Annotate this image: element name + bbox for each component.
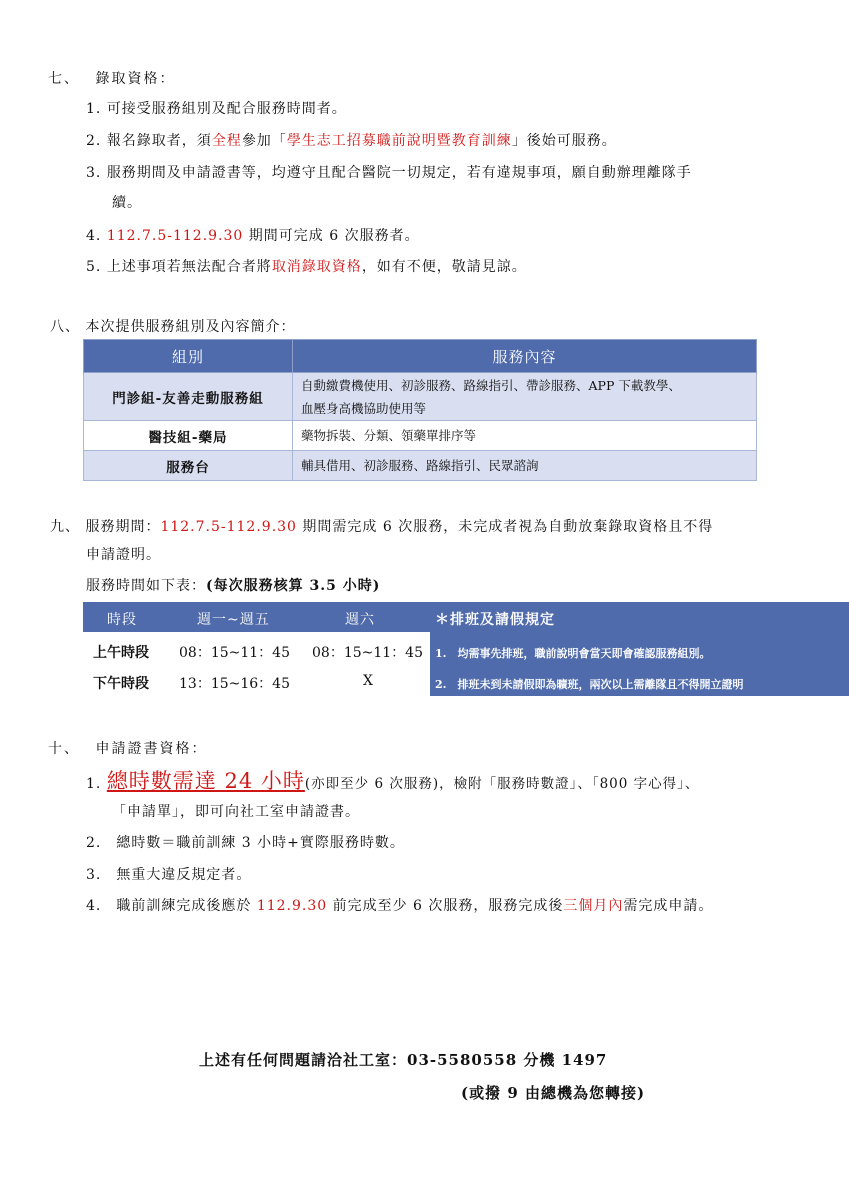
section-9-title: 九、 服務期間：112.7.5-112.9.30 期間需完成 6 次服務，未完成者視為自動放棄錄取資格且不得 — [50, 519, 714, 535]
table-row — [84, 373, 757, 421]
table-header-group: 組別 — [84, 340, 293, 373]
table-row — [84, 451, 757, 481]
sched-slot-am: 上午時段 — [93, 645, 149, 661]
section-7-title: 七、 錄取資格： — [48, 71, 176, 87]
s7-item-2: 2. 報名錄取者，須全程參加「學生志工招募職前說明暨教育訓練」後始可服務。 — [86, 133, 617, 149]
sched-sat-pm: X — [363, 673, 373, 689]
group-cell: 醫技組-藥局 — [84, 421, 293, 451]
service-groups-table — [83, 339, 757, 481]
section-8-title: 八、 本次提供服務組別及內容簡介： — [50, 319, 296, 335]
sched-header-slot: 時段 — [107, 612, 137, 628]
s7-item-3-cont: 續。 — [112, 195, 142, 211]
content-cell: 自動繳費機使用、初診服務、路線指引、帶診服務、APP 下載教學、 血壓身高機協助使用等 — [293, 373, 757, 421]
s10-item-1-cont: 「申請單」，即可向社工室申請證書。 — [112, 804, 360, 820]
s10-item-1: 1. 總時數需達 24 小時(亦即至少 6 次服務)，檢附「服務時數證」、「800 字心得」、 — [86, 769, 700, 793]
sched-header-weekday: 週一~週五 — [197, 612, 270, 628]
s10-item-4: 4. 職前訓練完成後應於 112.9.30 前完成至少 6 次服務，服務完成後三個月內需完成申請。 — [86, 898, 714, 914]
sched-rule-1: 1. 均需事先排班，職前說明會當天即會確認服務組別。 — [435, 647, 711, 660]
s7-item-1: 1. 可接受服務組別及配合服務時間者。 — [86, 101, 347, 117]
group-cell: 門診組-友善走動服務組 — [84, 373, 293, 421]
s7-item-5: 5. 上述事項若無法配合者將取消錄取資格，如有不便，敬請見諒。 — [86, 259, 527, 275]
s10-item-2: 2. 總時數＝職前訓練 3 小時+實際服務時數。 — [86, 835, 405, 851]
s7-item-3: 3. 服務期間及申請證書等，均遵守且配合醫院一切規定，若有違規事項，願自動辦理離隊手 — [86, 165, 692, 181]
schedule-table — [83, 602, 849, 696]
content-cell: 藥物拆裝、分類、領藥單排序等 — [293, 421, 757, 451]
sched-rule-2: 2. 排班未到未請假即為曠班，兩次以上需離隊且不得開立證明 — [435, 678, 744, 691]
table-row — [84, 421, 757, 451]
group-cell: 服務台 — [84, 451, 293, 481]
sched-sat-am: 08：15~11：45 — [312, 645, 423, 661]
sched-header-rules: ＊排班及請假規定 — [435, 612, 555, 628]
contact-note: (或撥 9 由總機為您轉接) — [461, 1084, 646, 1102]
contact-line: 上述有任何問題請洽社工室：03-5580558 分機 1497 — [199, 1051, 608, 1069]
sched-slot-pm: 下午時段 — [93, 676, 149, 692]
table-header-content: 服務內容 — [293, 340, 757, 373]
content-cell: 輔具借用、初診服務、路線指引、民眾諮詢 — [293, 451, 757, 481]
section-10-title: 十、 申請證書資格： — [48, 741, 208, 757]
s7-item-4: 4. 112.7.5-112.9.30 期間可完成 6 次服務者。 — [86, 228, 420, 244]
schedule-label: 服務時間如下表：(每次服務核算 3.5 小時) — [86, 578, 381, 594]
s9-cont: 申請證明。 — [86, 547, 161, 563]
sched-weekday-am: 08：15~11：45 — [179, 645, 290, 661]
sched-header-sat: 週六 — [345, 612, 375, 628]
s10-item-3: 3. 無重大違反規定者。 — [86, 867, 252, 883]
sched-weekday-pm: 13：15~16：45 — [179, 676, 290, 692]
